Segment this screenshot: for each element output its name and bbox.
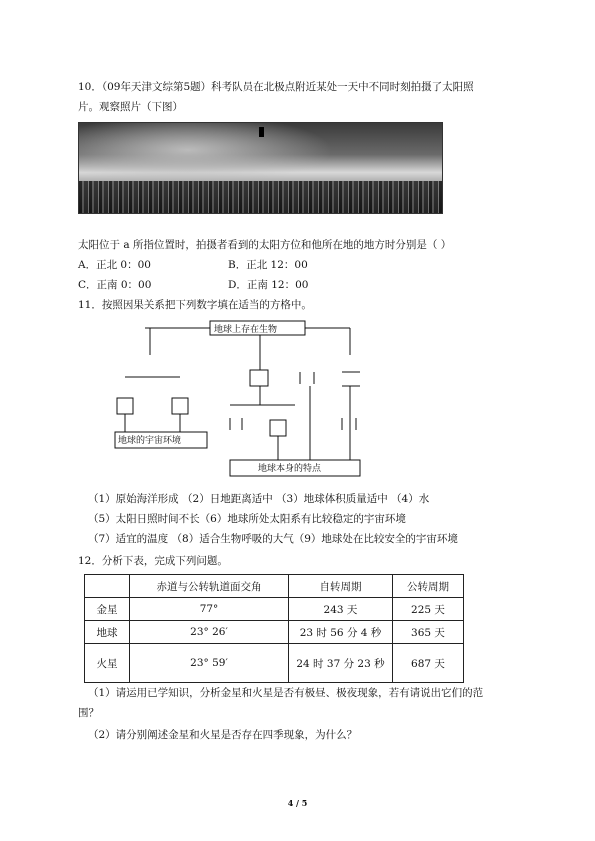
table-cell: 金星 (85, 598, 130, 621)
diagram-bottom-label: 地球本身的特点 (258, 463, 322, 473)
q10-option-b: B．正北 12：00 (228, 259, 308, 271)
diagram-top-label: 地球上存在生物 (214, 324, 278, 334)
table-cell: 687 天 (393, 644, 464, 683)
q11-items-line1: （1）原始海洋形成 （2）日地距离适中 （3）地球体积质量适中 （4）水 (88, 493, 430, 505)
table-cell: 365 天 (393, 621, 464, 644)
table-cell: 77° (130, 598, 289, 621)
q11-stem: 11．按照因果关系把下列数字填在适当的方格中。 (78, 299, 312, 311)
planet-table (84, 574, 464, 683)
table-header: 赤道与公转轨道面交角 (130, 575, 289, 598)
table-cell: 23 时 56 分 4 秒 (289, 621, 393, 644)
q10-stem-line1: 10．（09年天津文综第5题）科考队员在北极点附近某处一天中不同时刻拍摄了太阳照 (78, 81, 474, 93)
q10-question: 太阳位于 a 所指位置时，拍摄者看到的太阳方位和他所在地的地方时分别是（ ） (78, 239, 452, 251)
table-cell: 火星 (85, 644, 130, 683)
table-cell: 地球 (85, 621, 130, 644)
q11-items-line2: （5）太阳日照时间不长（6）地球所处太阳系有比较稳定的宇宙环境 (88, 513, 406, 525)
q10-option-c: C．正南 0：00 (78, 279, 152, 291)
table-cell: 24 时 37 分 23 秒 (289, 644, 393, 683)
q11-items-line3: （7）适宜的温度 （8）适合生物呼吸的大气（9）地球处在比较安全的宇宙环境 (88, 533, 458, 545)
table-cell: 225 天 (393, 598, 464, 621)
table-cell: 23° 59′ (130, 644, 289, 683)
table-row (85, 621, 464, 644)
q12-sub2: （2）请分别阐述金星和火星是否存在四季现象，为什么？ (88, 729, 358, 741)
table-cell: 243 天 (289, 598, 393, 621)
photo-ground (79, 181, 442, 213)
table-cell: 23° 26′ (130, 621, 289, 644)
table-header-row (85, 575, 464, 598)
page-number: 4 / 5 (287, 798, 308, 808)
q12-stem: 12．分析下表，完成下列问题。 (78, 555, 228, 567)
table-header: 公转周期 (393, 575, 464, 598)
cause-effect-diagram (100, 320, 400, 485)
sun-photo (78, 122, 443, 214)
q10-option-d: D．正南 12：00 (228, 279, 309, 291)
photo-sun-mark (259, 127, 264, 137)
table-header (85, 575, 130, 598)
q12-sub1-line1: （1）请运用已学知识，分析金星和火星是否有极昼、极夜现象，若有请说出它们的范 (88, 687, 484, 699)
table-row (85, 598, 464, 621)
table-header: 自转周期 (289, 575, 393, 598)
table-row (85, 644, 464, 683)
q10-stem-line2: 片。观察照片（下图） (78, 101, 183, 113)
q12-sub1-line2: 围？ (78, 707, 99, 719)
q10-option-a: A．正北 0：00 (78, 259, 151, 271)
diagram-left-label: 地球的宇宙环境 (118, 435, 182, 445)
